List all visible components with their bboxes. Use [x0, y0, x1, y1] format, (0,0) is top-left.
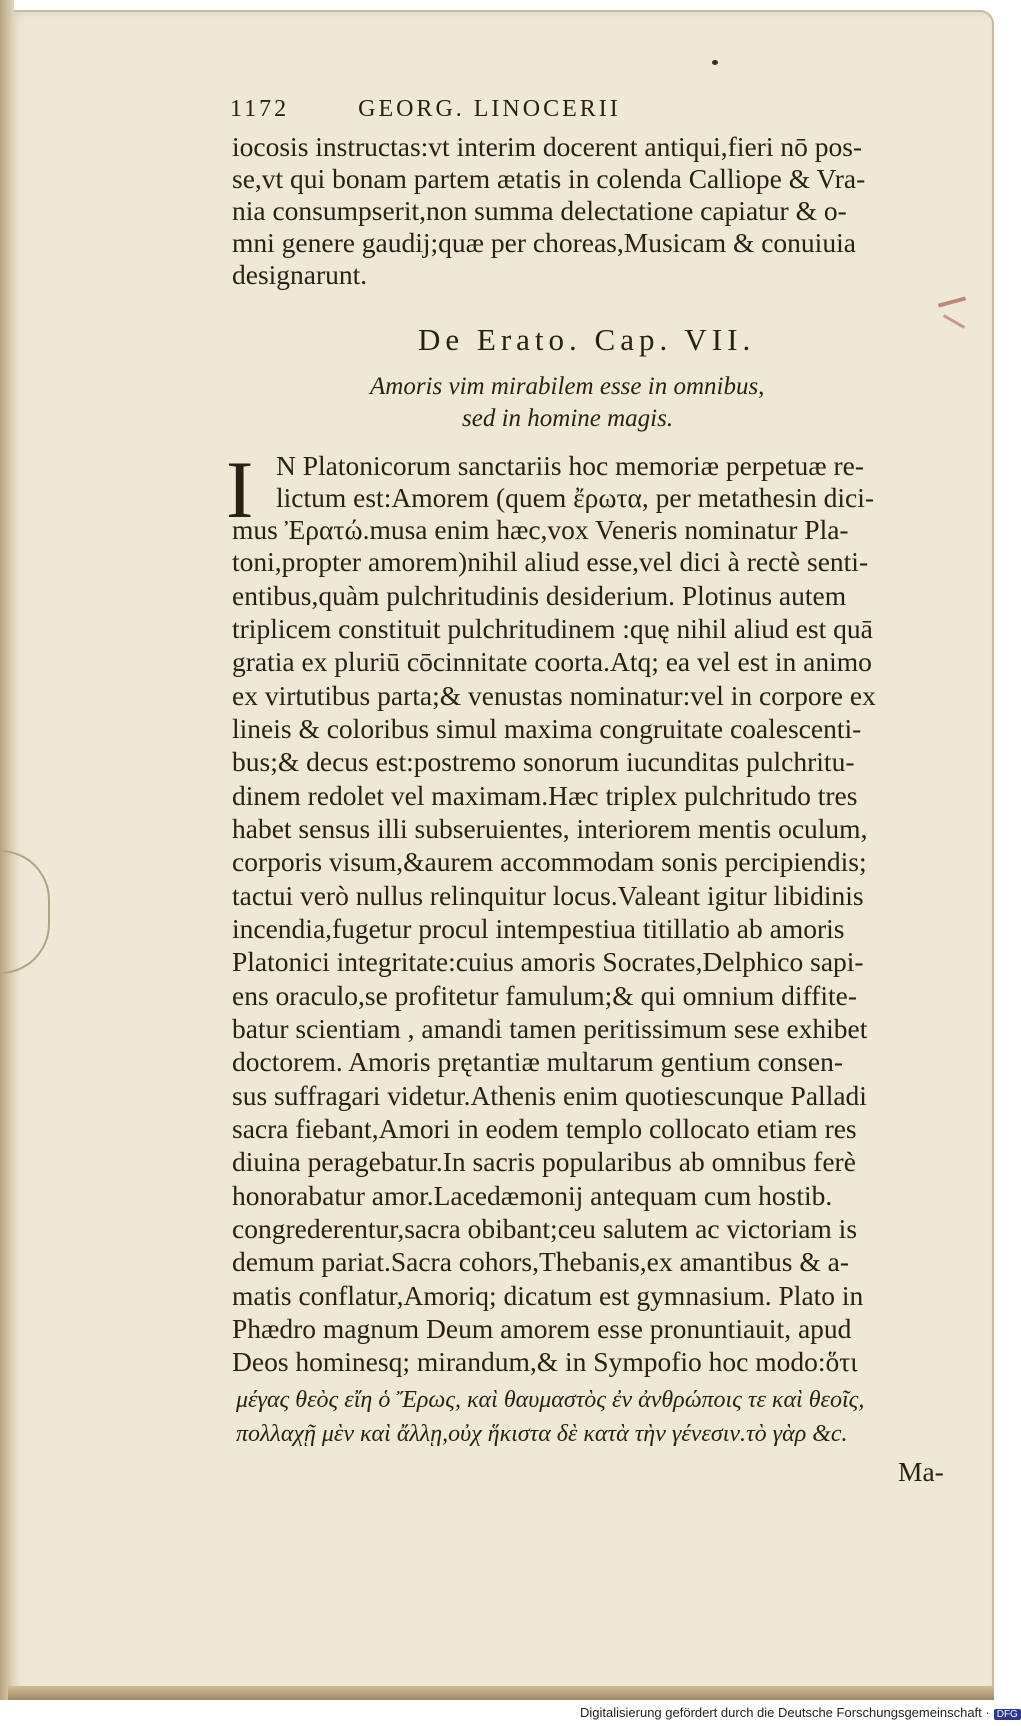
running-title: GEORG. LINOCERII: [358, 96, 621, 122]
text-line: demum pariat.Sacra cohors,Thebanis,ex amantibus & a-: [232, 1246, 850, 1277]
footer-text: Digitalisierung gefördert durch die Deutsche Forschungsgemeinschaft ·: [580, 1705, 990, 1720]
text-line: Phædro magnum Deum amorem esse pronuntiauit, apud: [232, 1313, 852, 1344]
book-bottom-edge: [8, 1686, 994, 1700]
text-line: Deos hominesq; mirandum,& in Sympofio hoc modo:ὅτι: [232, 1346, 858, 1377]
greek-line: μέγας θεὸς εἴη ὁ Ἔρως, καὶ θαυμαστὸς ἐν ἀνθρώποις τε καὶ θεοῖς,: [236, 1387, 865, 1413]
text-line: designarunt.: [232, 259, 368, 290]
text-line: nia consumpserit,non summa delectatione capiatur & o-: [232, 195, 847, 226]
text-line: bus;& decus est:postremo sonorum iucunditas pulchritu-: [232, 746, 855, 777]
text-line: triplicem constituit pulchritudinem :quę nihil aliud est quā: [232, 613, 873, 644]
text-line: corporis visum,&aurem accommodam sonis percipiendis;: [232, 846, 867, 877]
text-line: lictum est:Amorem (quem ἔρωτα, per metathesin dici-: [276, 482, 875, 513]
text-line: toni,propter amorem)nihil aliud esse,vel dici à rectè senti-: [232, 546, 869, 577]
text-line: lineis & coloribus simul maxima congruitate coalescenti-: [232, 713, 862, 744]
text-line: N Platonicorum sanctariis hoc memoriæ perpetuæ re-: [276, 450, 865, 481]
text-line: se,vt qui bonam partem ætatis in colenda Calliope & Vra-: [232, 163, 866, 194]
page-number: 1172: [230, 96, 290, 122]
text-line: diuina peragebatur.In sacris popularibus ab omnibus ferè: [232, 1146, 856, 1177]
text-line: ens oraculo,se profitetur famulum;& qui omnium diffite-: [232, 980, 857, 1011]
running-header: [230, 96, 750, 123]
chapter-subtitle: sed in homine magis.: [462, 405, 674, 432]
drop-cap: I: [226, 444, 254, 535]
text-line: tactui verò nullus relinquitur locus.Valeant igitur libidinis: [232, 880, 864, 911]
text-line: dinem redolet vel maximam.Hæc triplex pulchritudo tres: [232, 780, 858, 811]
chapter-subtitle: Amoris vim mirabilem esse in omnibus,: [370, 373, 765, 400]
catchword: Ma-: [898, 1456, 944, 1487]
text-line: matis conflatur,Amoriq; dicatum est gymnasium. Plato in: [232, 1280, 864, 1311]
text-line: congrederentur,sacra obibant;ceu salutem ac victoriam is: [232, 1213, 858, 1244]
greek-line: πολλαχῇ μὲν καὶ ἄλλῃ,οὐχ ἥκιστα δὲ κατὰ τὴν γένεσιν.τὸ γὰρ &c.: [236, 1421, 848, 1447]
text-line: ex virtutibus parta;& venustas nominatur:vel in corpore ex: [232, 680, 876, 711]
text-line: iocosis instructas:vt interim docerent antiqui,fieri nō pos-: [232, 131, 863, 162]
text-line: doctorem. Amoris prętantiæ multarum gentium consen-: [232, 1046, 843, 1077]
text-line: sus suffragari videtur.Athenis enim quotiescunque Palladi: [232, 1080, 867, 1111]
text-line: incendia,fugetur procul intempestiua titillatio ab amoris: [232, 913, 845, 944]
text-line: entibus,quàm pulchritudinis desiderium. Plotinus autem: [232, 580, 847, 611]
chapter-title: De Erato. Cap. VII.: [418, 322, 756, 357]
dfg-logo: DFG: [994, 1709, 1021, 1720]
ink-dot: [712, 60, 718, 65]
digitization-footer: [580, 1705, 1021, 1720]
text-line: honorabatur amor.Lacedæmonij antequam cum hostib.: [232, 1180, 833, 1211]
text-line: Platonici integritate:cuius amoris Socrates,Delphico sapi-: [232, 946, 864, 977]
text-line: mni genere gaudij;quæ per choreas,Musicam & conuiuia: [232, 227, 856, 258]
text-line: mus Ἐρατώ.musa enim hæc,vox Veneris nominatur Pla-: [232, 514, 849, 545]
text-line: sacra fiebant,Amori in eodem templo collocato etiam res: [232, 1113, 857, 1144]
text-line: habet sensus illi subseruientes, interiorem mentis oculum,: [232, 813, 868, 844]
text-line: batur scientiam , amandi tamen peritissimum sese exhibet: [232, 1013, 868, 1044]
text-line: gratia ex pluriū cōcinnitate coorta.Atq; ea vel est in animo: [232, 646, 872, 677]
